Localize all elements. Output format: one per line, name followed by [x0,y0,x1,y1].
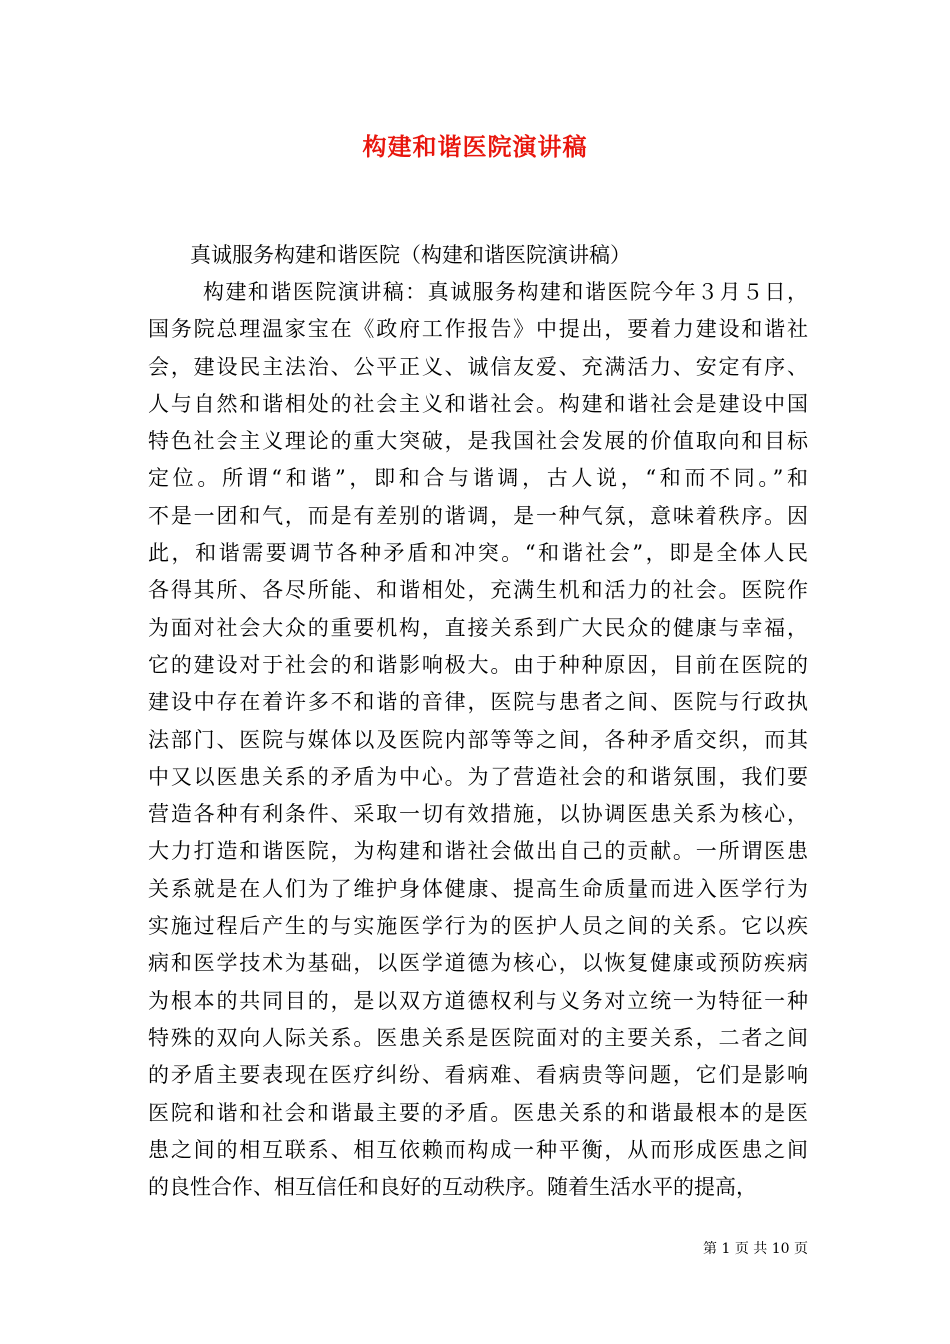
body-line: 它的建设对于社会的和谐影响极大。由于种种原因，目前在医院的 [148,652,808,677]
body-line: 建设中存在着许多不和谐的音律，医院与患者之间、医院与行政执 [148,690,808,715]
body-line: 医院和谐和社会和谐最主要的矛盾。医患关系的和谐最根本的是医 [148,1100,808,1125]
body-line: 大力打造和谐医院，为构建和谐社会做出自己的贡献。一所谓医患 [148,839,808,864]
body-line: 营造各种有利条件、采取一切有效措施，以协调医患关系为核心， [148,802,808,827]
body-line: 构建和谐医院演讲稿：真诚服务构建和谐医院今年３月５日， [203,280,808,304]
document-subtitle: 真诚服务构建和谐医院（构建和谐医院演讲稿） [190,243,631,267]
body-line: 法部门、医院与媒体以及医院内部等等之间，各种矛盾交织，而其 [148,727,808,752]
page-number: 第 1 页 共 10 页 [703,1241,808,1257]
body-line: 此，和谐需要调节各种矛盾和冲突。“和谐社会”，即是全体人民 [148,541,808,566]
body-line: 的矛盾主要表现在医疗纠纷、看病难、看病贵等问题，它们是影响 [148,1063,808,1088]
body-line: 特色社会主义理论的重大突破，是我国社会发展的价值取向和目标 [148,429,808,454]
body-line: 各得其所、各尽所能、和谐相处，充满生机和活力的社会。医院作 [148,578,808,603]
body-line: 为面对社会大众的重要机构，直接关系到广大民众的健康与幸福， [148,615,808,640]
document-title: 构建和谐医院演讲稿 [362,132,588,161]
body-line: 的良性合作、相互信任和良好的互动秩序。随着生活水平的提高， [148,1175,757,1200]
body-line: 关系就是在人们为了维护身体健康、提高生命质量而进入医学行为 [148,876,808,901]
body-line: 会，建设民主法治、公平正义、诚信友爱、充满活力、安定有序、 [148,354,808,379]
body-line: 人与自然和谐相处的社会主义和谐社会。构建和谐社会是建设中国 [148,391,808,416]
body-line: 病和医学技术为基础，以医学道德为核心，以恢复健康或预防疾病 [148,951,808,976]
body-line: 患之间的相互联系、相互依赖而构成一种平衡，从而形成医患之间 [148,1137,808,1162]
body-line: 定位。所谓“和谐”，即和合与谐调，古人说，“和而不同。”和 [148,466,808,491]
body-text [148,277,808,1209]
body-line: 特殊的双向人际关系。医患关系是医院面对的主要关系，二者之间 [148,1025,808,1050]
body-line: 不是一团和气，而是有差别的谐调，是一种气氛，意味着秩序。因 [148,503,808,528]
body-line: 为根本的共同目的，是以双方道德权利与义务对立统一为特征一种 [148,988,808,1013]
body-line: 实施过程后产生的与实施医学行为的医护人员之间的关系。它以疾 [148,914,808,939]
body-line: 中又以医患关系的矛盾为中心。为了营造社会的和谐氛围，我们要 [148,764,808,789]
body-line: 国务院总理温家宝在《政府工作报告》中提出，要着力建设和谐社 [148,317,808,342]
